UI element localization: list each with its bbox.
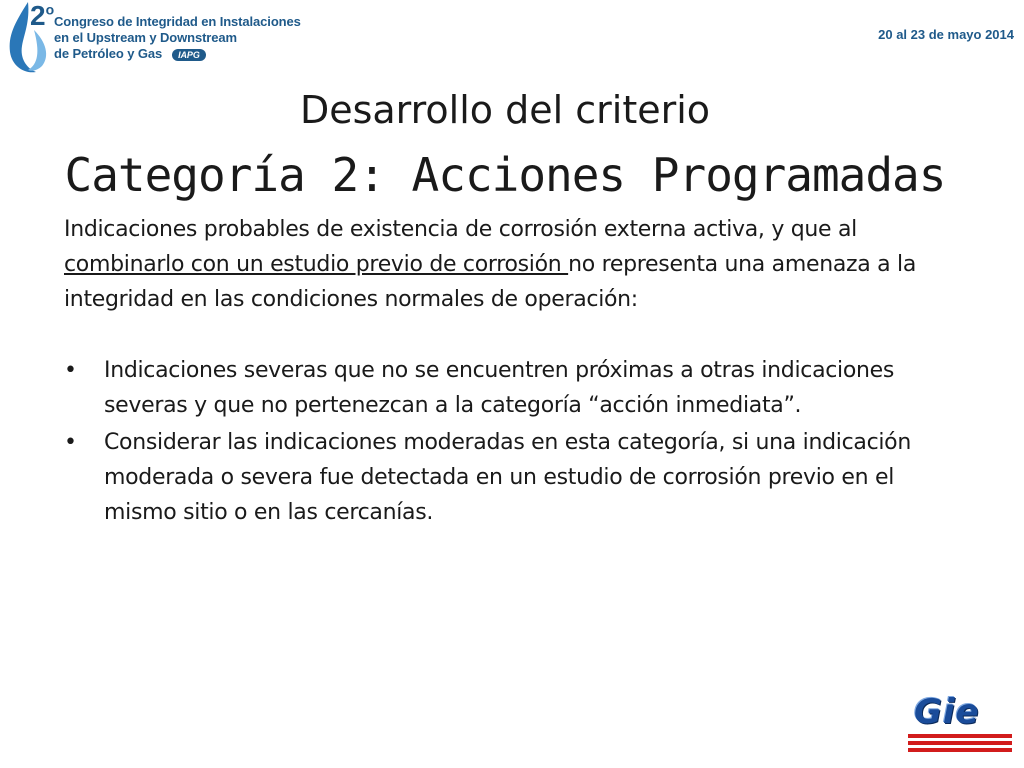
- underlined-phrase: combinarlo con un estudio previo de corrosión: [64, 252, 569, 277]
- congress-logo: [6, 0, 316, 76]
- logo-stripe: [908, 748, 1012, 752]
- logo-line-2: en el Upstream y Downstream: [54, 30, 237, 45]
- intro-paragraph: Indicaciones probables de existencia de corrosión externa activa, y que al combinarlo con un estudio previo de corrosión no representa una amenaza a la integridad en las condiciones normales de operación:: [64, 217, 917, 312]
- logo-line-1: Congreso de Integridad en Instalaciones: [54, 14, 301, 29]
- gie-logo: [908, 692, 1012, 752]
- list-item: • Indicaciones severas que no se encuentren próximas a otras indicaciones severas y que no pertenezcan a la categoría “acción inmediata”.: [64, 353, 954, 423]
- bullet-list: [64, 353, 954, 530]
- logo-text: [54, 14, 301, 62]
- logo-stripe: [908, 734, 1012, 738]
- slide-subtitle: Categoría 2: Acciones Programadas: [64, 148, 946, 202]
- iapg-badge: IAPG: [172, 49, 206, 61]
- list-item: • Considerar las indicaciones moderadas en esta categoría, si una indicación moderada o severa fue detectada en un estudio de corrosión previo en el mismo sitio o en las cercanías.: [64, 425, 954, 530]
- logo-stripe: [908, 741, 1012, 745]
- slide-title: Desarrollo del criterio: [299, 88, 711, 132]
- gie-logo-text: Gie: [914, 692, 980, 732]
- event-date: 20 al 23 de mayo 2014: [878, 27, 1014, 42]
- slide-body: [64, 212, 954, 532]
- logo-line-3: de Petróleo y Gas IAPG: [54, 46, 301, 62]
- logo-number: 2$^o$: [30, 0, 55, 31]
